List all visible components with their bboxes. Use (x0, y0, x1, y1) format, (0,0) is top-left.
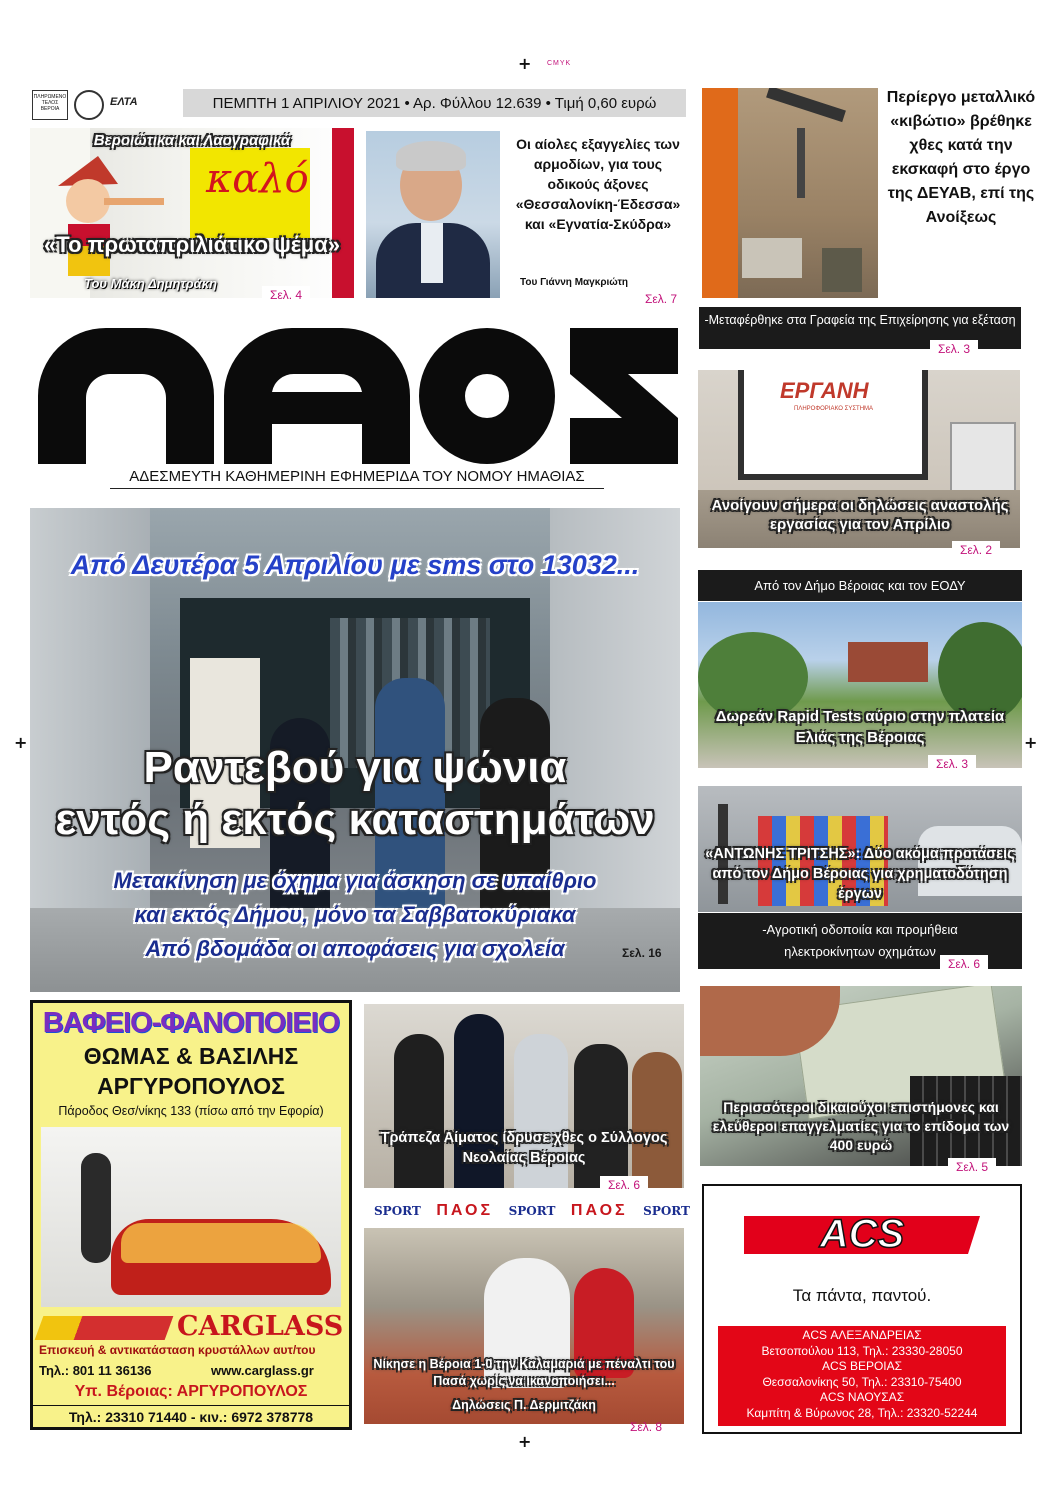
issue-date-bar: ΠΕΜΠΤΗ 1 ΑΠΡΙΛΙΟΥ 2021 • Αρ. Φύλλου 12.639 • Τιμή 0,60 ευρώ (183, 89, 686, 117)
headline: «Το πρωταπριλιάτικο ψέμα» (44, 232, 340, 257)
sport-strip (374, 1200, 690, 1222)
main-headline-line2[interactable]: εντός ή εκτός καταστημάτων (55, 795, 655, 844)
rapid-headline[interactable]: Δωρεάν Rapid Tests αύριο στην πλατεία Ελιάς της Βέροιας (715, 708, 1005, 746)
main-subline-1: Μετακίνηση με όχημα για άσκηση σε υπαίθριο (113, 868, 597, 893)
roads-headline[interactable]: Οι αίολες εξαγγελίες των αρμοδίων, για τους οδικούς άξονες «Θεσσαλονίκη-Έδεσσα» και «Εγνατία-Σκύδρα» (515, 136, 681, 232)
ad-branch: Υπ. Βέροιας: ΑΡΓΥΡΟΠΟΥΛΟΣ (74, 1383, 308, 1400)
acs-branch-name: ACS ΑΛΕΞΑΝΔΡΕΙΑΣ (802, 1328, 922, 1342)
cmyk-mark: CMYK (547, 60, 572, 67)
spray-booth-photo (41, 1127, 341, 1307)
page-ref: Σελ. 16 (622, 946, 662, 960)
politician-photo (366, 131, 500, 298)
acs-slogan: Τα πάντα, παντού. (792, 1286, 932, 1305)
acs-branch-name: ACS ΒΕΡΟΙΑΣ (821, 1359, 903, 1373)
allowance-headline[interactable]: Περισσότεροι δικαιούχοι επιστήμονες και ελεύθεροι επαγγελματίες για το επίδομα των 400 ευρώ (712, 1099, 1010, 1153)
seal-icon (74, 90, 104, 120)
sign-text: καλό (206, 156, 309, 202)
page-ref: Σελ. 5 (948, 1158, 996, 1176)
masthead-logo (38, 328, 678, 464)
registration-mark-right: + (1024, 733, 1038, 752)
page-ref: Σελ. 3 (928, 755, 976, 773)
sport-label: SPORT (643, 1204, 690, 1218)
byline: Του Μάκη Δημητράκη (84, 276, 218, 291)
ad-address: Πάροδος Θεσ/νίκης 133 (πίσω από την Εφορία) (58, 1104, 324, 1118)
ad-phone1: Τηλ.: 801 11 36136 (39, 1363, 152, 1378)
masthead-logo-text (1, 1, 2, 2)
ad-service: Επισκευή & αντικατάσταση κρυστάλλων αυτ/του (39, 1343, 316, 1357)
tritsis-headline[interactable]: «ΑΝΤΩΝΗΣ ΤΡΙΤΣΗΣ»: Δύο ακόμα προτάσεις από τον Δήμο Βέροιας για χρηματοδότηση έργων (705, 846, 1015, 902)
football-photo[interactable] (364, 1228, 684, 1424)
excavation-photo (702, 88, 878, 298)
pinocchio-teaser[interactable] (30, 128, 354, 298)
page-ref: Σελ. 2 (952, 541, 1000, 559)
ad-title: ΒΑΦΕΙΟ-ΦΑΝΟΠΟΙΕΙΟ (42, 1007, 340, 1039)
acs-branches (718, 1326, 1006, 1426)
carglass-logo: CARGLASS (177, 1311, 344, 1342)
ergani-logo-sub: ΠΛΗΡΟΦΟΡΙΑΚΟ ΣΥΣΤΗΜΑ (794, 406, 874, 412)
football-sub: Δηλώσεις Π. Δερμιτζάκη (452, 1398, 596, 1412)
sport-logo: ΠΑΟΣ (570, 1202, 628, 1219)
main-kicker: Από Δευτέρα 5 Απριλίου με sms στο 13032... (70, 550, 640, 580)
ergani-logo: ΕΡΓΑΝΗ (780, 378, 869, 403)
page-ref: Σελ. 6 (940, 955, 988, 973)
box-headline[interactable]: Περίεργο μεταλλικό «κιβώτιο» βρέθηκε χθες κατά την εκσκαφή στο έργο της ΔΕΥΑΒ, επί της Ανοίξεως (886, 89, 1036, 226)
postage-badge: ΠΛΗΡΩΜΕΝΟ ΤΕΛΟΣ ΒΕΡΟΙΑ (32, 90, 68, 120)
rapid-bar: Από τον Δήμο Βέροιας και τον ΕΟΔΥ (698, 570, 1022, 601)
acs-branch-address: Καμπίτη & Βύρωνος 28, Τηλ.: 23320-52244 (746, 1405, 978, 1420)
ergani-headline[interactable]: Ανοίγουν σήμερα οι δηλώσεις αναστολής εργασίας για τον Απρίλιο (711, 497, 1009, 533)
tritsis-subtitle: -Αγροτική οδοποιία και προμήθεια ηλεκτροκίνητων οχημάτων (698, 913, 1022, 969)
roads-byline: Του Γιάννη Μαγκριώτη (520, 277, 629, 288)
main-headline-line1[interactable]: Ραντεβού για ψώνια (143, 743, 567, 792)
body-shop-ad[interactable] (30, 1000, 352, 1430)
acs-branch-address: Θεσσαλονίκης 50, Τηλ.: 23310-75400 (762, 1374, 962, 1389)
acs-branch-address: Βετσοπούλου 113, Τηλ.: 23330-28050 (761, 1343, 963, 1358)
page-ref: Σελ. 3 (930, 340, 978, 358)
sport-label: SPORT (374, 1204, 421, 1218)
acs-ad[interactable] (702, 1184, 1022, 1434)
acs-logo: ACS (744, 1210, 980, 1260)
sport-logo: ΠΑΟΣ (436, 1202, 494, 1219)
registration-mark-top: + (518, 54, 532, 73)
blood-headline[interactable]: Τράπεζα Αίματος ίδρυσε χθες ο Σύλλογος Νεολαίας Βέροιας (380, 1130, 668, 1166)
box-subtitle: -Μεταφέρθηκε στα Γραφεία της Επιχείρησης για εξέταση (699, 307, 1021, 349)
ad-names-line2: ΑΡΓΥΡΟΠΟΥΛΟΣ (97, 1073, 285, 1099)
main-subline-2: και εκτός Δήμου, μόνο τα Σαββατοκύριακα (134, 902, 576, 927)
sport-label: SPORT (508, 1204, 556, 1218)
kicker: Βεροιώτικα και Λαογραφικά (93, 132, 291, 149)
acs-branch-name: ACS ΝΑΟΥΣΑΣ (819, 1390, 905, 1404)
ad-names-line1: ΘΩΜΑΣ & ΒΑΣΙΛΗΣ (83, 1043, 299, 1069)
page-ref: Σελ. 4 (262, 286, 310, 304)
page-ref: Σελ. 8 (630, 1420, 663, 1434)
ad-phone2: Τηλ.: 23310 71440 - κιν.: 6972 378778 (33, 1405, 349, 1425)
registration-mark-bottom: + (518, 1432, 532, 1451)
registration-mark-left: + (14, 733, 28, 752)
main-subline-3: Από βδομάδα οι αποφάσεις για σχολεία (145, 936, 565, 961)
ad-web: www.carglass.gr (211, 1363, 314, 1378)
masthead-tagline: ΑΔΕΣΜΕΥΤΗ ΚΑΘΗΜΕΡΙΝΗ ΕΦΗΜΕΡΙΔΑ ΤΟΥ ΝΟΜΟΥ ΗΜΑΘΙΑΣ (110, 468, 604, 489)
page-ref: Σελ. 7 (645, 292, 678, 306)
page-ref: Σελ. 6 (600, 1176, 648, 1194)
elta-logo: ΕΛΤΑ (110, 96, 138, 108)
football-headline[interactable]: Νίκησε η Βέροια 1-0 την Καλαμαριά με πέναλτι του Πασά χωρίς να ικανοποιήσει... (373, 1357, 675, 1388)
pinocchio-figure-icon (38, 146, 178, 286)
